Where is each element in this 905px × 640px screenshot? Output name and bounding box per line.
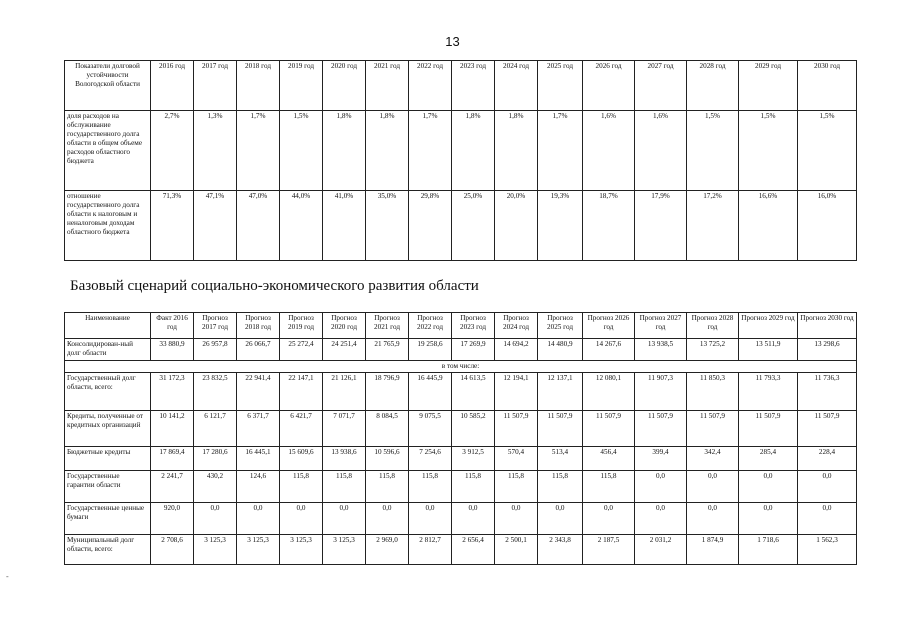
value-cell: 1,7%: [409, 111, 452, 191]
table2-header-row: [65, 313, 857, 339]
value-cell: 9 075,5: [409, 411, 452, 447]
value-cell: 14 480,9: [538, 339, 583, 361]
value-cell: 1,5%: [280, 111, 323, 191]
value-cell: 12 194,1: [495, 373, 538, 411]
column-header-year: 2025 год: [538, 61, 583, 111]
value-cell: 8 084,5: [366, 411, 409, 447]
value-cell: 16,0%: [798, 191, 857, 261]
value-cell: 342,4: [687, 447, 739, 471]
value-cell: 0,0: [194, 503, 237, 535]
value-cell: 0,0: [538, 503, 583, 535]
value-cell: 920,0: [151, 503, 194, 535]
section-title: Базовый сценарий социально-экономического развития области: [70, 278, 479, 294]
column-header-year: 2028 год: [687, 61, 739, 111]
value-cell: 1,3%: [194, 111, 237, 191]
value-cell: 10 141,2: [151, 411, 194, 447]
value-cell: 10 596,6: [366, 447, 409, 471]
value-cell: 17,2%: [687, 191, 739, 261]
table-row: [65, 535, 857, 565]
table-row: [65, 471, 857, 503]
table-row: [65, 447, 857, 471]
value-cell: 19 258,6: [409, 339, 452, 361]
value-cell: 0,0: [687, 471, 739, 503]
value-cell: 13 938,5: [635, 339, 687, 361]
value-cell: 2 708,6: [151, 535, 194, 565]
value-cell: 25,0%: [452, 191, 495, 261]
value-cell: 0,0: [739, 503, 798, 535]
column-header-year: Прогноз 2022 год: [409, 313, 452, 339]
value-cell: 11 507,9: [495, 411, 538, 447]
value-cell: 25 272,4: [280, 339, 323, 361]
value-cell: 115,8: [583, 471, 635, 503]
value-cell: 14 613,5: [452, 373, 495, 411]
value-cell: 124,6: [237, 471, 280, 503]
table1-header-row: [65, 61, 857, 111]
column-header-year: Прогноз 2021 год: [366, 313, 409, 339]
value-cell: 11 793,3: [739, 373, 798, 411]
table-row: [65, 373, 857, 411]
value-cell: 2,7%: [151, 111, 194, 191]
value-cell: 3 125,3: [280, 535, 323, 565]
value-cell: 6 421,7: [280, 411, 323, 447]
value-cell: 21 765,9: [366, 339, 409, 361]
value-cell: 0,0: [366, 503, 409, 535]
value-cell: 11 507,9: [798, 411, 857, 447]
value-cell: 1,8%: [452, 111, 495, 191]
value-cell: 7 071,7: [323, 411, 366, 447]
column-header-year: 2021 год: [366, 61, 409, 111]
value-cell: 6 121,7: [194, 411, 237, 447]
value-cell: 26 957,8: [194, 339, 237, 361]
row-label: Государственные гарантии области: [65, 471, 151, 503]
table-row-consolidated: [65, 339, 857, 361]
value-cell: 41,0%: [323, 191, 366, 261]
table-row: [65, 503, 857, 535]
value-cell: 0,0: [635, 503, 687, 535]
row-label: Муниципальный долг области, всего:: [65, 535, 151, 565]
value-cell: 0,0: [495, 503, 538, 535]
table-row: [65, 411, 857, 447]
value-cell: 0,0: [635, 471, 687, 503]
column-header-year: 2027 год: [635, 61, 687, 111]
value-cell: 14 267,6: [583, 339, 635, 361]
subheading-cell: в том числе:: [65, 361, 857, 373]
value-cell: 18,7%: [583, 191, 635, 261]
value-cell: 1,8%: [366, 111, 409, 191]
value-cell: 1 562,3: [798, 535, 857, 565]
value-cell: 13 511,9: [739, 339, 798, 361]
value-cell: 11 507,9: [635, 411, 687, 447]
value-cell: 115,8: [495, 471, 538, 503]
column-header-year: 2016 год: [151, 61, 194, 111]
value-cell: 0,0: [798, 471, 857, 503]
value-cell: 21 126,1: [323, 373, 366, 411]
value-cell: 6 371,7: [237, 411, 280, 447]
value-cell: 115,8: [366, 471, 409, 503]
value-cell: 11 736,3: [798, 373, 857, 411]
value-cell: 0,0: [409, 503, 452, 535]
value-cell: 0,0: [452, 503, 495, 535]
value-cell: 35,0%: [366, 191, 409, 261]
value-cell: 17,9%: [635, 191, 687, 261]
row-label: Консолидирован-ный долг области: [65, 339, 151, 361]
value-cell: 2 241,7: [151, 471, 194, 503]
value-cell: 26 066,7: [237, 339, 280, 361]
value-cell: 1,6%: [583, 111, 635, 191]
column-header-name: Наименование: [65, 313, 151, 339]
value-cell: 15 609,6: [280, 447, 323, 471]
value-cell: 3 125,3: [237, 535, 280, 565]
value-cell: 16,6%: [739, 191, 798, 261]
table-row: [65, 111, 857, 191]
value-cell: 0,0: [798, 503, 857, 535]
value-cell: 47,0%: [237, 191, 280, 261]
value-cell: 285,4: [739, 447, 798, 471]
row-label: Государственные ценные бумаги: [65, 503, 151, 535]
value-cell: 2 031,2: [635, 535, 687, 565]
value-cell: 22 941,4: [237, 373, 280, 411]
column-header-year: 2018 год: [237, 61, 280, 111]
value-cell: 115,8: [323, 471, 366, 503]
value-cell: 16 445,1: [237, 447, 280, 471]
column-header-year: Прогноз 2028 год: [687, 313, 739, 339]
value-cell: 11 907,3: [635, 373, 687, 411]
value-cell: 2 812,7: [409, 535, 452, 565]
value-cell: 0,0: [237, 503, 280, 535]
margin-mark: -: [6, 572, 9, 581]
value-cell: 13 938,6: [323, 447, 366, 471]
row-label: Бюджетные кредиты: [65, 447, 151, 471]
table-row-subheading: [65, 361, 857, 373]
row-label: Кредиты, полученные от кредитных организаций: [65, 411, 151, 447]
value-cell: 1,5%: [687, 111, 739, 191]
value-cell: 19,3%: [538, 191, 583, 261]
column-header-year: 2022 год: [409, 61, 452, 111]
value-cell: 0,0: [583, 503, 635, 535]
row-label: Государственный долг области, всего:: [65, 373, 151, 411]
value-cell: 2 969,0: [366, 535, 409, 565]
value-cell: 228,4: [798, 447, 857, 471]
value-cell: 1,5%: [739, 111, 798, 191]
value-cell: 18 796,9: [366, 373, 409, 411]
value-cell: 2 343,8: [538, 535, 583, 565]
column-header-year: Факт 2016 год: [151, 313, 194, 339]
value-cell: 44,0%: [280, 191, 323, 261]
column-header-year: 2026 год: [583, 61, 635, 111]
column-header-year: 2020 год: [323, 61, 366, 111]
value-cell: 17 269,9: [452, 339, 495, 361]
debt-scenario-table: [64, 312, 857, 565]
value-cell: 33 880,9: [151, 339, 194, 361]
value-cell: 2 187,5: [583, 535, 635, 565]
value-cell: 1,7%: [237, 111, 280, 191]
value-cell: 22 147,1: [280, 373, 323, 411]
debt-sustainability-table: [64, 60, 857, 261]
value-cell: 115,8: [538, 471, 583, 503]
value-cell: 1,8%: [323, 111, 366, 191]
value-cell: 1 874,9: [687, 535, 739, 565]
value-cell: 0,0: [687, 503, 739, 535]
value-cell: 71,3%: [151, 191, 194, 261]
value-cell: 11 507,9: [687, 411, 739, 447]
value-cell: 2 500,1: [495, 535, 538, 565]
value-cell: 0,0: [323, 503, 366, 535]
value-cell: 16 445,9: [409, 373, 452, 411]
value-cell: 1,7%: [538, 111, 583, 191]
value-cell: 3 912,5: [452, 447, 495, 471]
value-cell: 115,8: [280, 471, 323, 503]
value-cell: 456,4: [583, 447, 635, 471]
value-cell: 14 694,2: [495, 339, 538, 361]
value-cell: 2 656,4: [452, 535, 495, 565]
value-cell: 1,6%: [635, 111, 687, 191]
value-cell: 11 507,9: [538, 411, 583, 447]
column-header-year: Прогноз 2019 год: [280, 313, 323, 339]
value-cell: 13 298,6: [798, 339, 857, 361]
value-cell: 513,4: [538, 447, 583, 471]
column-header-year: 2029 год: [739, 61, 798, 111]
column-header-year: Прогноз 2027 год: [635, 313, 687, 339]
value-cell: 7 254,6: [409, 447, 452, 471]
value-cell: 20,0%: [495, 191, 538, 261]
value-cell: 12 137,1: [538, 373, 583, 411]
column-header-year: Прогноз 2025 год: [538, 313, 583, 339]
value-cell: 11 850,3: [687, 373, 739, 411]
row-label: отношение государственного долга области к налоговым и неналоговым доходам областного бюджета: [65, 191, 151, 261]
column-header-year: Прогноз 2029 год: [739, 313, 798, 339]
column-header-year: 2019 год: [280, 61, 323, 111]
value-cell: 0,0: [739, 471, 798, 503]
column-header-year: 2024 год: [495, 61, 538, 111]
column-header-year: Прогноз 2023 год: [452, 313, 495, 339]
value-cell: 570,4: [495, 447, 538, 471]
value-cell: 11 507,9: [583, 411, 635, 447]
value-cell: 3 125,3: [323, 535, 366, 565]
value-cell: 430,2: [194, 471, 237, 503]
column-header-year: 2023 год: [452, 61, 495, 111]
value-cell: 11 507,9: [739, 411, 798, 447]
value-cell: 0,0: [280, 503, 323, 535]
row-label: доля расходов на обслуживание государственного долга области в общем объеме расходов областного бюджета: [65, 111, 151, 191]
column-header-year: 2030 год: [798, 61, 857, 111]
column-header-year: 2017 год: [194, 61, 237, 111]
value-cell: 13 725,2: [687, 339, 739, 361]
value-cell: 17 869,4: [151, 447, 194, 471]
value-cell: 47,1%: [194, 191, 237, 261]
value-cell: 1,8%: [495, 111, 538, 191]
value-cell: 115,8: [452, 471, 495, 503]
column-header-year: Прогноз 2018 год: [237, 313, 280, 339]
column-header-year: Прогноз 2026 год: [583, 313, 635, 339]
value-cell: 24 251,4: [323, 339, 366, 361]
column-header-year: Прогноз 2030 год: [798, 313, 857, 339]
page-number: 13: [445, 34, 460, 49]
column-header-year: Прогноз 2020 год: [323, 313, 366, 339]
value-cell: 1,5%: [798, 111, 857, 191]
value-cell: 115,8: [409, 471, 452, 503]
table-row: [65, 191, 857, 261]
column-header-year: Прогноз 2017 год: [194, 313, 237, 339]
value-cell: 3 125,3: [194, 535, 237, 565]
value-cell: 12 080,1: [583, 373, 635, 411]
value-cell: 1 718,6: [739, 535, 798, 565]
value-cell: 399,4: [635, 447, 687, 471]
value-cell: 10 585,2: [452, 411, 495, 447]
value-cell: 17 280,6: [194, 447, 237, 471]
value-cell: 31 172,3: [151, 373, 194, 411]
column-header-year: Прогноз 2024 год: [495, 313, 538, 339]
value-cell: 29,8%: [409, 191, 452, 261]
column-header-indicator: Показатели долговой устойчивости Вологодской области: [65, 61, 151, 111]
value-cell: 23 832,5: [194, 373, 237, 411]
